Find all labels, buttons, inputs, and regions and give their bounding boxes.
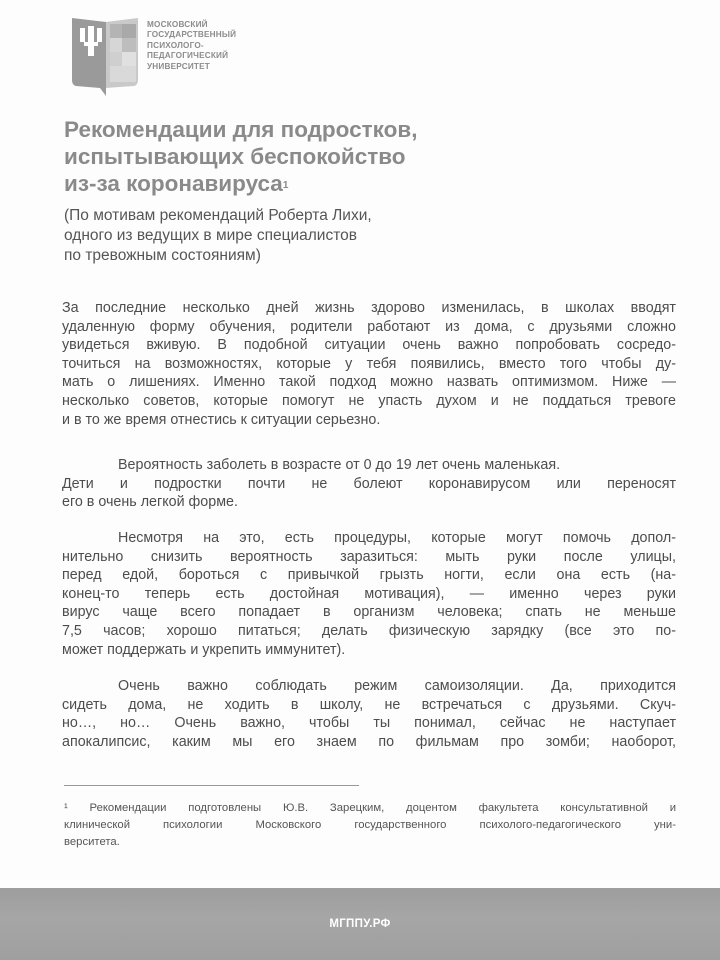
subtitle-line: одного из ведущих в мире специалистов bbox=[64, 227, 357, 244]
text-line: Вероятность заболеть в возрасте от 0 до 19 лет очень маленькая. bbox=[118, 457, 561, 473]
footer-bar bbox=[0, 888, 720, 960]
university-logo bbox=[70, 16, 245, 98]
text-line: сидеть дома, не ходить в школу, не встречаться с друзьями. Скуч- bbox=[62, 696, 676, 713]
text-line: Очень важно соблюдать режим самоизоляции. Да, приходится bbox=[118, 678, 676, 694]
title-line: испытывающих беспокойство bbox=[64, 144, 406, 169]
university-shield-logo-icon bbox=[70, 16, 140, 98]
text-line: апокалипсис, каким мы его знаем по фильмам про зомби; наоборот, bbox=[62, 733, 676, 750]
text-line: увидеться вживую. В подобной ситуации очень важно попробовать сосредо- bbox=[62, 337, 676, 354]
text-line: конец-то теперь есть достойная мотивация), — именно через руки bbox=[62, 585, 676, 602]
text-line: его в очень легкой форме. bbox=[62, 494, 238, 511]
subtitle-line: (По мотивам рекомендаций Роберта Лихи, bbox=[64, 207, 372, 224]
procedures-paragraph bbox=[62, 529, 676, 659]
text-line: и в то же время отнестись к ситуации серьезно. bbox=[62, 411, 381, 428]
text-line: точиться на возможностях, которые у тебя появились, вместо того чтобы ду- bbox=[62, 355, 676, 372]
page-title bbox=[64, 116, 417, 197]
self-isolation-paragraph bbox=[62, 677, 676, 751]
logo-line: ПСИХОЛОГО- bbox=[147, 40, 204, 50]
text-line: нительно снизить вероятность заразиться: мыть руки после улицы, bbox=[62, 548, 676, 565]
text-line: 7,5 часов; хорошо питаться; делать физическую зарядку (все это по- bbox=[62, 622, 676, 639]
text-line: Несмотря на это, есть процедуры, которые могут помочь допол- bbox=[118, 530, 676, 546]
footnote-line: клинической психологии Московского государственного психолого-педагогического уни- bbox=[64, 819, 676, 831]
page-subtitle bbox=[64, 206, 372, 266]
logo-line: ГОСУДАРСТВЕННЫЙ bbox=[147, 30, 237, 40]
subtitle-line: по тревожным состояниям) bbox=[64, 247, 261, 264]
probability-paragraph bbox=[62, 456, 676, 512]
text-line: может поддержать и укрепить иммунитет). bbox=[62, 641, 346, 658]
footnote-reference[interactable]: 1 bbox=[282, 180, 289, 191]
text-line: несколько советов, которые помогут не упасть духом и не поддаться тревоге bbox=[62, 392, 676, 409]
text-line: удаленную форму обучения, родители работают из дома, с друзьями сложно bbox=[62, 318, 676, 335]
logo-line: ПЕДАГОГИЧЕСКИЙ bbox=[147, 51, 229, 61]
logo-line: МОСКОВСКИЙ bbox=[147, 20, 208, 29]
text-line: вирус чаще всего попадает в организм человека; спать не меньше bbox=[62, 604, 676, 621]
logo-line: УНИВЕРСИТЕТ bbox=[147, 61, 210, 71]
text-line: перед едой, бороться с привычкой грызть ногти, если она есть (на- bbox=[62, 567, 676, 584]
text-line: мать о лишениях. Именно такой подход можно назвать оптимизмом. Ниже — bbox=[62, 374, 676, 391]
footnote-divider bbox=[64, 785, 359, 786]
footnote-line: верситета. bbox=[64, 836, 120, 848]
footer-website-link[interactable]: МГППУ.РФ bbox=[329, 918, 391, 930]
title-line: Рекомендации для подростков, bbox=[64, 117, 418, 142]
text-line: но…, но… Очень важно, чтобы ты понимал, сейчас не наступает bbox=[62, 715, 676, 732]
intro-paragraph bbox=[62, 299, 676, 429]
title-line: из-за коронавируса bbox=[64, 171, 283, 196]
footnote bbox=[64, 800, 676, 851]
text-line: Дети и подростки почти не болеют коронавирусом или переносят bbox=[62, 475, 676, 492]
university-name bbox=[147, 20, 236, 72]
text-line: За последние несколько дней жизнь здорово изменилась, в школах вводят bbox=[62, 300, 676, 316]
footnote-line: ¹ Рекомендации подготовлены Ю.В. Зарецким, доцентом факультета консультативной и bbox=[64, 802, 676, 814]
